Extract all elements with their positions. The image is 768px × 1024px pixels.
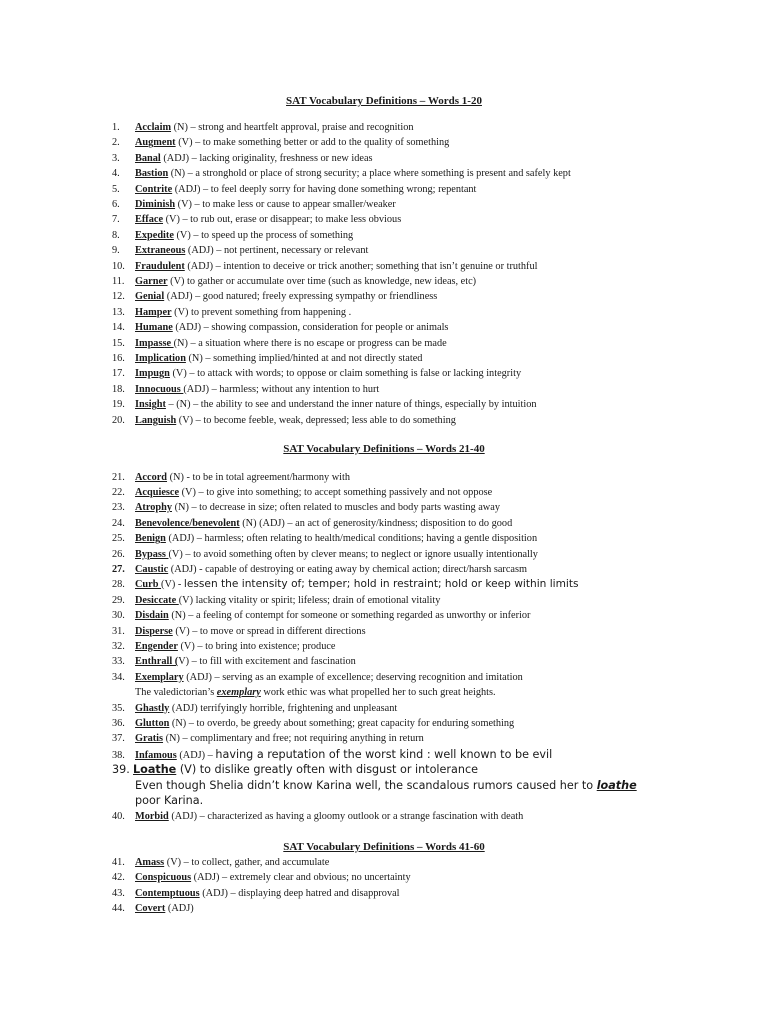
vocab-item-23	[112, 500, 752, 515]
vocab-word: Acquiesce	[135, 486, 180, 498]
vocab-word: Gratis	[135, 733, 164, 745]
item-number: 8.	[112, 229, 120, 241]
vocab-word: Languish	[135, 414, 177, 426]
example-sentence-39-continued	[135, 793, 755, 808]
example-sentence-39	[135, 778, 755, 793]
item-number: 7.	[112, 214, 120, 226]
definition: (V) – to move or spread in different directions	[172, 625, 366, 637]
item-number: 13.	[112, 306, 125, 318]
vocab-word: Disdain	[135, 610, 169, 622]
vocab-word: Loathe	[133, 763, 177, 776]
vocab-word: Garner	[135, 276, 168, 287]
item-number: 37.	[112, 733, 125, 745]
definition: (ADJ) –	[176, 749, 216, 761]
vocab-word: Conspicuous	[135, 872, 192, 884]
vocab-word: Impasse	[135, 337, 174, 349]
definition: (N) – a situation where there is no escape or progress can be made	[173, 337, 447, 349]
definition: (ADJ) – serving as an example of excellence; deserving recognition and imitation	[183, 671, 523, 683]
vocab-word: Diminish	[135, 199, 176, 210]
item-number: 41.	[112, 857, 125, 868]
vocab-word: Amass	[135, 857, 165, 868]
vocab-word: Bastion	[135, 168, 169, 180]
item-number: 1.	[112, 122, 120, 133]
definition: (ADJ) – intention to deceive or trick another; something that isn’t genuine or truthful	[184, 260, 538, 272]
definition: (V) – to attack with words; to oppose or claim something is false or lacking integrity	[169, 368, 522, 380]
vocab-word: Glutton	[135, 717, 170, 729]
definition: (ADJ) – lacking originality, freshness or new ideas	[160, 152, 373, 164]
example-text: poor Karina.	[135, 794, 204, 807]
item-number: 21.	[112, 471, 125, 483]
vocab-word: Morbid	[135, 810, 169, 822]
vocab-word: Ghastly	[135, 702, 170, 714]
vocab-item-35	[112, 701, 752, 716]
item-number: 12.	[112, 291, 125, 303]
vocab-item-28	[112, 577, 752, 592]
vocab-item-22	[112, 485, 752, 500]
vocab-word: Caustic	[135, 563, 169, 575]
vocab-word: Accord	[135, 471, 168, 483]
item-number: 34.	[112, 671, 125, 683]
item-number: 32.	[112, 640, 125, 652]
vocab-item-38	[112, 747, 752, 763]
vocab-item-2	[112, 135, 752, 150]
definition-continued: lessen the intensity of; temper; hold in restraint; hold or keep within limits	[183, 578, 579, 591]
example-keyword: loathe	[596, 778, 637, 792]
item-number: 26.	[112, 548, 125, 560]
vocab-item-43	[112, 886, 752, 901]
item-number: 14.	[112, 322, 125, 334]
definition: (V) to prevent something from happening .	[171, 306, 352, 318]
item-number: 11.	[112, 276, 125, 287]
definition: (V) – to make less or cause to appear smaller/weaker	[175, 199, 396, 210]
vocab-item-39	[112, 762, 752, 777]
vocab-word: Engender	[135, 640, 178, 652]
vocab-item-41	[112, 855, 752, 870]
item-number: 16.	[112, 353, 125, 364]
definition: (V) – to avoid something often by clever means; to neglect or ignore usually intentionally	[168, 548, 538, 560]
item-number: 44.	[112, 903, 125, 915]
vocab-item-30	[112, 608, 752, 623]
vocab-word: Enthrall (	[135, 656, 179, 668]
vocab-item-18	[112, 382, 752, 397]
definition: (V) – to give into something; to accept something passively and not oppose	[179, 486, 493, 498]
definition: (V) to dislike greatly often with disgust or intolerance	[176, 763, 478, 776]
vocab-item-31	[112, 624, 752, 639]
vocab-item-34	[112, 670, 752, 685]
item-number: 19.	[112, 399, 125, 411]
section-heading-41-60: SAT Vocabulary Definitions – Words 41-60	[283, 841, 485, 853]
definition: (N) – to decrease in size; often related to muscles and body parts wasting away	[172, 502, 500, 514]
definition: (N) – a feeling of contempt for someone or something regarded as unworthy or inferior	[168, 610, 531, 622]
definition: (ADJ) – harmless; without any intention to hurt	[183, 383, 380, 395]
vocab-item-12	[112, 289, 752, 304]
item-number: 24.	[112, 517, 125, 529]
definition: – (N) – the ability to see and understand the inner nature of things, especially by intuition	[165, 399, 537, 411]
example-text: work ethic was what propelled her to such great heights.	[260, 687, 496, 699]
vocab-word: Acclaim	[135, 122, 172, 133]
vocab-item-16	[112, 351, 752, 366]
vocab-item-27	[112, 562, 752, 577]
item-number: 31.	[112, 625, 125, 637]
item-number: 5.	[112, 183, 120, 195]
vocab-item-19	[112, 397, 752, 412]
vocab-word: Disperse	[135, 625, 173, 637]
item-number: 35.	[112, 702, 125, 714]
example-text: Even though Shelia didn’t know Karina well, the scandalous rumors caused her to	[135, 778, 597, 792]
definition: (N) – complimentary and free; not requiring anything in return	[163, 733, 424, 745]
item-number: 17.	[112, 368, 125, 380]
item-number: 39.	[112, 763, 130, 776]
item-number: 36.	[112, 717, 125, 729]
vocab-item-42	[112, 870, 752, 885]
item-number: 29.	[112, 594, 125, 606]
item-number: 42.	[112, 872, 125, 884]
vocab-item-37	[112, 731, 752, 746]
definition: (ADJ)	[165, 903, 194, 915]
vocab-word: Infamous	[135, 749, 177, 761]
definition: (ADJ) – to feel deeply sorry for having done something wrong; repentant	[172, 183, 477, 195]
vocab-word: Curb	[135, 579, 162, 591]
vocab-item-17	[112, 366, 752, 381]
item-number: 6.	[112, 199, 120, 210]
definition: (N) - to be in total agreement/harmony with	[167, 471, 351, 483]
item-number: 20.	[112, 414, 125, 426]
definition: (V) – to collect, gather, and accumulate	[164, 857, 330, 868]
vocab-item-25	[112, 531, 752, 546]
definition: (V) – to rub out, erase or disappear; to make less obvious	[163, 214, 402, 226]
definition: (N) – a stronghold or place of strong security; a place where something is present and safely kept	[168, 168, 571, 180]
definition: (ADJ) – extremely clear and obvious; no uncertainty	[191, 872, 411, 884]
vocab-item-44	[112, 901, 752, 916]
vocab-word: Bypass	[135, 548, 169, 560]
item-number: 22.	[112, 486, 125, 498]
item-number: 2.	[112, 137, 120, 149]
section-heading-1-20: SAT Vocabulary Definitions – Words 1-20	[286, 95, 482, 107]
definition: (N) – to overdo, be greedy about something; great capacity for enduring something	[169, 717, 515, 729]
vocab-item-24	[112, 516, 752, 531]
item-number: 43.	[112, 887, 125, 899]
item-number: 33.	[112, 656, 125, 668]
vocab-item-33	[112, 654, 752, 669]
definition: (V) – to bring into existence; produce	[177, 640, 336, 652]
vocab-item-20	[112, 413, 752, 428]
definition-continued: having a reputation of the worst kind : well known to be evil	[215, 747, 553, 761]
definition: (ADJ) – good natured; freely expressing sympathy or friendliness	[164, 291, 438, 303]
vocab-word: Atrophy	[135, 502, 172, 514]
definition: (V) to gather or accumulate over time (such as knowledge, new ideas, etc)	[167, 276, 477, 287]
section-heading-21-40: SAT Vocabulary Definitions – Words 21-40	[283, 443, 485, 455]
item-number: 3.	[112, 152, 120, 164]
example-sentence-34	[135, 685, 755, 700]
definition: (ADJ) – characterized as having a gloomy outlook or a strange fascination with death	[168, 810, 524, 822]
vocab-item-11	[112, 274, 752, 289]
vocab-word: Fraudulent	[135, 260, 185, 272]
vocab-word: Efface	[135, 214, 164, 226]
vocab-word: Exemplary	[135, 671, 184, 683]
vocab-word: Contrite	[135, 183, 173, 195]
vocab-item-1	[112, 120, 752, 135]
vocab-item-7	[112, 212, 752, 227]
vocab-word: Extraneous	[135, 245, 186, 257]
item-number: 10.	[112, 260, 125, 272]
item-number: 38.	[112, 749, 125, 761]
vocab-word: Implication	[135, 353, 186, 364]
definition: (ADJ) - capable of destroying or eating away by chemical action; direct/harsh sarcasm	[168, 563, 528, 575]
vocab-item-14	[112, 320, 752, 335]
vocab-item-6	[112, 197, 752, 212]
definition: (V) – to speed up the process of something	[173, 229, 354, 241]
vocab-item-15	[112, 336, 752, 351]
item-number: 23.	[112, 502, 125, 514]
item-number: 18.	[112, 383, 125, 395]
definition: (V) -	[161, 579, 184, 591]
vocab-item-26	[112, 547, 752, 562]
definition: (N) – something implied/hinted at and not directly stated	[185, 353, 423, 364]
vocab-word: Hamper	[135, 306, 172, 318]
definition: (V) – to make something better or add to the quality of something	[175, 137, 450, 149]
definition: (N) – strong and heartfelt approval, praise and recognition	[171, 122, 414, 133]
vocab-word: Covert	[135, 903, 166, 915]
item-number: 4.	[112, 168, 120, 180]
vocab-word: Augment	[135, 137, 176, 149]
definition: (V) – to become feeble, weak, depressed; less able to do something	[176, 414, 456, 426]
vocab-word: Desiccate	[135, 594, 179, 606]
vocab-item-5	[112, 182, 752, 197]
vocab-word: Expedite	[135, 229, 174, 241]
vocab-word: Contemptuous	[135, 887, 200, 899]
vocab-word: Insight	[135, 399, 166, 411]
vocab-item-9	[112, 243, 752, 258]
definition: (ADJ) – not pertinent, necessary or relevant	[185, 245, 369, 257]
item-number: 15.	[112, 337, 125, 349]
vocab-word: Innocuous	[135, 383, 184, 395]
vocab-item-3	[112, 151, 752, 166]
definition: (ADJ) terrifyingly horrible, frightening and unpleasant	[169, 702, 398, 714]
example-text: The valedictorian’s	[135, 687, 217, 699]
vocab-word: Humane	[135, 322, 173, 334]
item-number: 27.	[112, 563, 125, 575]
vocab-item-40	[112, 809, 752, 824]
vocab-word: Benign	[135, 533, 166, 545]
vocab-word: Impugn	[135, 368, 170, 380]
definition: V) – to fill with excitement and fascination	[178, 656, 356, 668]
example-keyword: exemplary	[216, 687, 261, 699]
definition: (ADJ) – harmless; often relating to health/medical conditions; having a gentle disposition	[165, 533, 538, 545]
vocab-item-21	[112, 470, 752, 485]
item-number: 28.	[112, 579, 125, 591]
vocab-item-36	[112, 716, 752, 731]
item-number: 25.	[112, 533, 125, 545]
vocab-word: Genial	[135, 291, 165, 303]
definition: (N) (ADJ) – an act of generosity/kindness; disposition to do good	[239, 517, 513, 529]
vocab-word: Benevolence/benevolent	[135, 517, 240, 529]
item-number: 30.	[112, 610, 125, 622]
vocab-item-10	[112, 259, 752, 274]
vocab-item-8	[112, 228, 752, 243]
vocab-word: Banal	[135, 152, 161, 164]
definition: (ADJ) – displaying deep hatred and disapproval	[199, 887, 400, 899]
vocab-item-4	[112, 166, 752, 181]
item-number: 40.	[112, 810, 125, 822]
vocab-item-13	[112, 305, 752, 320]
definition: (ADJ) – showing compassion, consideration for people or animals	[172, 322, 449, 334]
vocab-item-32	[112, 639, 752, 654]
vocab-item-29	[112, 593, 752, 608]
definition: (V) lacking vitality or spirit; lifeless; drain of emotional vitality	[178, 594, 441, 606]
item-number: 9.	[112, 245, 120, 257]
